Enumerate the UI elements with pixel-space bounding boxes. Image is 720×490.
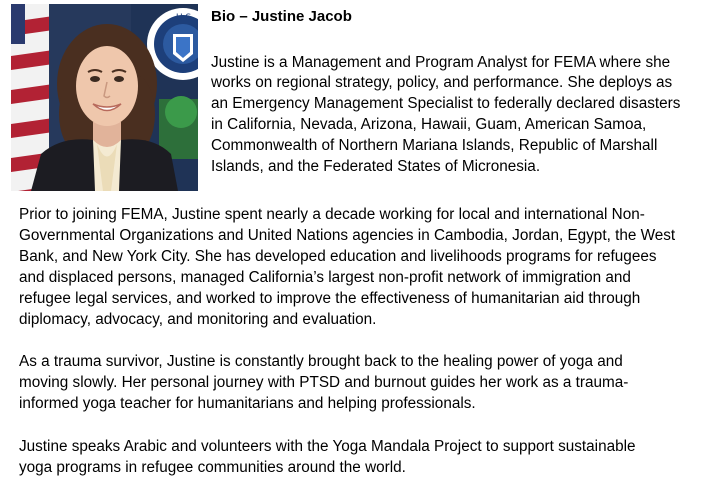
paragraph-2-line: and displaced persons, managed California’s largest non-profit network of immigration and — [19, 269, 631, 286]
paragraph-2-line: refugee legal services, and worked to improve the effectiveness of humanitarian aid through — [19, 290, 641, 307]
paragraph-1-line: an Emergency Management Specialist to federally declared disasters — [211, 95, 681, 112]
paragraph-1-line: Islands, and the Federated States of Micronesia. — [211, 158, 541, 175]
paragraph-3-line: moving slowly. Her personal journey with PTSD and burnout guides her work as a trauma- — [19, 374, 629, 391]
paragraph-2-line: Prior to joining FEMA, Justine spent nearly a decade working for local and international Non- — [19, 206, 645, 223]
paragraph-1-line: Justine is a Management and Program Analyst for FEMA where she — [211, 54, 671, 71]
paragraph-3-line: As a trauma survivor, Justine is constantly brought back to the healing power of yoga and — [19, 353, 623, 370]
paragraph-4-line: yoga programs in refugee communities around the world. — [19, 459, 406, 476]
paragraph-1-line: in California, Nevada, Arizona, Hawaii, Guam, American Samoa, — [211, 116, 647, 133]
paragraph-2-line: Governmental Organizations and United Nations agencies in Cambodia, Jordan, Egypt, the West — [19, 227, 676, 244]
paragraph-2-line: diplomacy, advocacy, and monitoring and evaluation. — [19, 311, 377, 328]
paragraph-1-line: Commonwealth of Northern Mariana Islands, Republic of Marshall — [211, 137, 658, 154]
seal-text: U.S. — [176, 13, 195, 23]
paragraph-3-line: informed yoga teacher for humanitarians and helping professionals. — [19, 395, 476, 412]
portrait-photo — [11, 4, 198, 191]
paragraph-4-line: Justine speaks Arabic and volunteers with the Yoga Mandala Project to support sustainable — [19, 438, 636, 455]
paragraph-1-line: works on regional strategy, policy, and performance. She deploys as — [211, 74, 673, 91]
bio-title: Bio – Justine Jacob — [211, 8, 352, 25]
paragraph-2-line: Bank, and New York City. She has developed education and livelihoods programs for refugees — [19, 248, 657, 265]
